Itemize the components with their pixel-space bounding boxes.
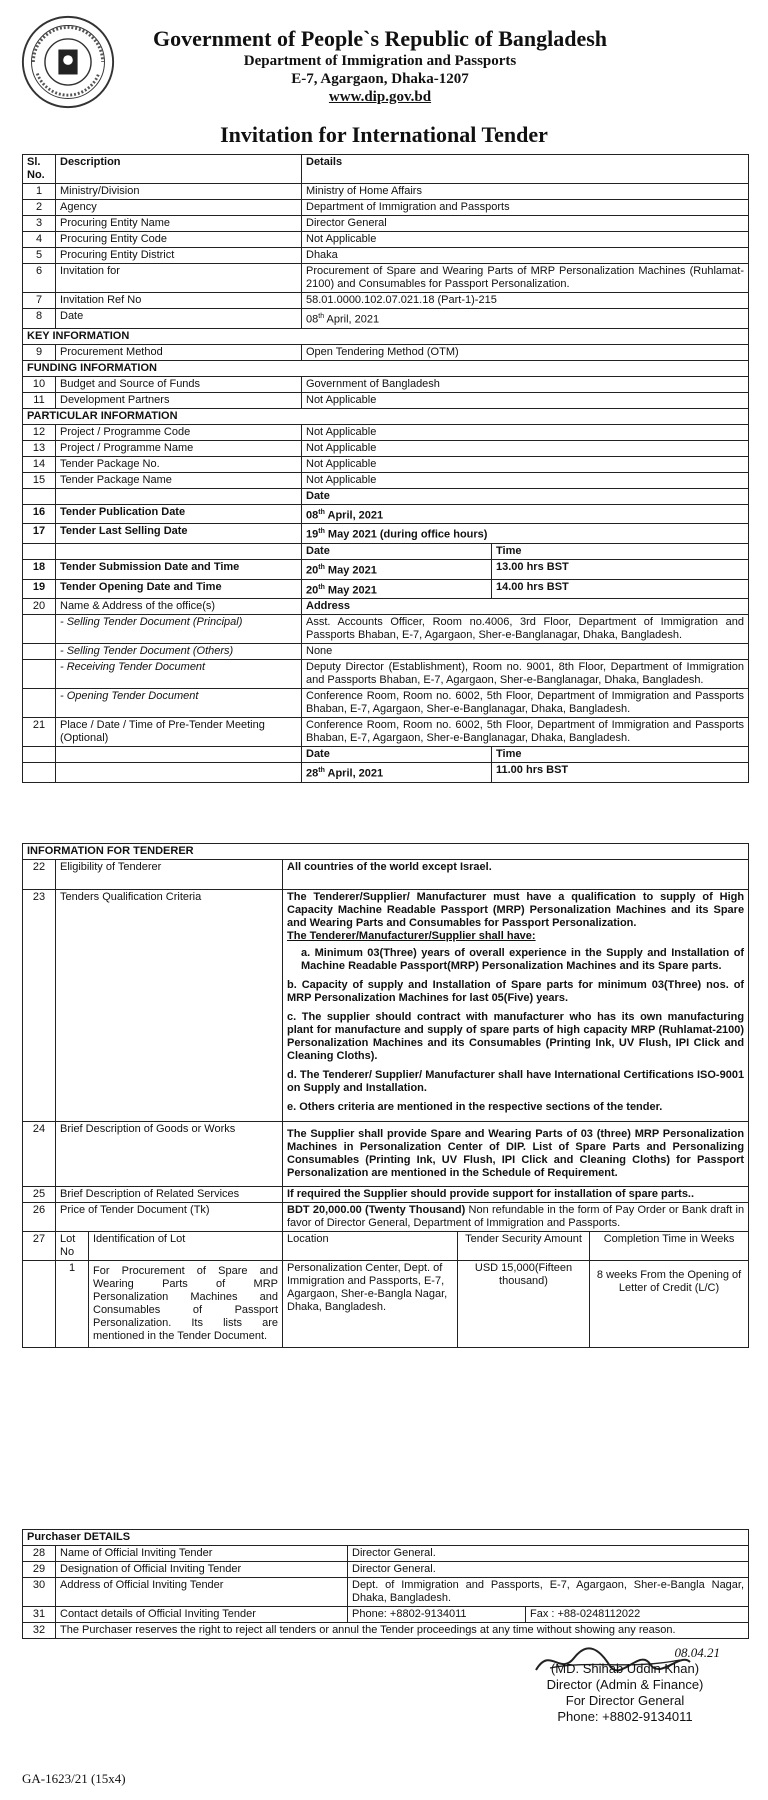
row-description: Tender Opening Date and Time bbox=[56, 579, 302, 599]
row-number: 22 bbox=[23, 860, 56, 890]
table-row bbox=[23, 1203, 749, 1232]
section-particular-information: PARTICULAR INFORMATION bbox=[23, 408, 749, 424]
signatory-name: (MD. Shihab Uddin Khan) bbox=[550, 1661, 700, 1676]
row-description: Agency bbox=[56, 200, 302, 216]
date-day: 19 bbox=[306, 528, 319, 541]
contact-fax: Fax : +88-0248112022 bbox=[526, 1607, 749, 1623]
row-value: Not Applicable bbox=[302, 440, 749, 456]
table-row bbox=[23, 309, 749, 329]
row-number: 4 bbox=[23, 232, 56, 248]
date-day: 20 bbox=[306, 564, 319, 577]
table-row bbox=[23, 504, 749, 524]
row-value: If required the Supplier should provide support for installation of spare parts.. bbox=[283, 1187, 749, 1203]
row-description: Project / Programme Code bbox=[56, 424, 302, 440]
time-subheader: Time bbox=[492, 543, 749, 559]
signature-block bbox=[520, 1645, 730, 1725]
row-value: Not Applicable bbox=[302, 424, 749, 440]
row-description: Budget and Source of Funds bbox=[56, 376, 302, 392]
row-number: 7 bbox=[23, 293, 56, 309]
table-row bbox=[23, 293, 749, 309]
row-value: Conference Room, Room no. 6002, 5th Floor, Department of Immigration and Passports Bhaban, E-7, Agargaon, Sher-e-Banglanagar, Dhaka, Bangladesh. bbox=[302, 689, 749, 718]
office-opening: - Opening Tender Document bbox=[56, 689, 302, 718]
row-description: Address of Official Inviting Tender bbox=[56, 1578, 348, 1607]
table-row bbox=[23, 1607, 749, 1623]
row-date bbox=[302, 763, 492, 783]
row-number: 25 bbox=[23, 1187, 56, 1203]
row-value: Deputy Director (Establishment), Room no. 9001, 8th Floor, Department of Immigration and Passports Bhaban, E-7, Agargaon, Sher-e-Banglanagar, Dhaka, Bangladesh. bbox=[302, 660, 749, 689]
row-description: Invitation Ref No bbox=[56, 293, 302, 309]
row-number: 26 bbox=[23, 1203, 56, 1232]
col-identification-of-lot: Identification of Lot bbox=[89, 1232, 283, 1261]
row-description: Eligibility of Tenderer bbox=[56, 860, 283, 890]
row-description: Tender Publication Date bbox=[56, 504, 302, 524]
row-description: Brief Description of Goods or Works bbox=[56, 1122, 283, 1187]
date-rest: May 2021 (during office hours) bbox=[324, 528, 488, 541]
row-value: All countries of the world except Israel. bbox=[283, 860, 749, 890]
row-number: 9 bbox=[23, 344, 56, 360]
row-number: 21 bbox=[23, 718, 56, 747]
tender-details-table bbox=[22, 154, 749, 783]
row-number: 32 bbox=[23, 1623, 56, 1639]
table-row bbox=[23, 344, 749, 360]
footer-code: GA-1623/21 (15x4) bbox=[22, 1771, 126, 1786]
criteria-d: d. The Tenderer/ Supplier/ Manufacturer shall have International Certifications ISO-9001 on Supply and Installation. bbox=[287, 1069, 745, 1094]
row-value: Not Applicable bbox=[302, 232, 749, 248]
row-number: 2 bbox=[23, 200, 56, 216]
row-value: Conference Room, Room no. 6002, 5th Floor, Department of Immigration and Passports Bhaban, E-7, Agargaon, Sher-e-Banglanagar, Dhaka, Bangladesh. bbox=[302, 718, 749, 747]
table-row bbox=[23, 264, 749, 293]
row-value: Procurement of Spare and Wearing Parts of MRP Personalization Machines (Ruhlamat- 2100) and Consumables for Passport Personalization. bbox=[302, 264, 749, 293]
criteria-c: c. The supplier should contract with manufacturer who has its own manufacturing plant for manufacture and supply of spare parts of high capacity MRP (Ruhlamat-2100) Personalization Machines and its Consumables (Printing Ink, UV Flush, IPI Click and Cleaning Cloths). bbox=[287, 1011, 745, 1062]
row-number: 5 bbox=[23, 248, 56, 264]
row-value bbox=[283, 1203, 749, 1232]
address-subheader: Address bbox=[302, 599, 749, 615]
lot-header-row bbox=[23, 1232, 749, 1261]
row-number: 8 bbox=[23, 309, 56, 329]
table-row bbox=[23, 1578, 749, 1607]
signatory-title: Director (Admin & Finance) bbox=[546, 1677, 704, 1692]
date-day: 08 bbox=[306, 313, 319, 326]
government-seal-logo bbox=[20, 14, 116, 110]
table-row bbox=[23, 1187, 749, 1203]
date-rest: April, 2021 bbox=[324, 509, 384, 522]
row-value: Dept. of Immigration and Passports, E-7, Agargaon, Sher-e-Bangla Nagar, Dhaka, Bangladesh. bbox=[348, 1578, 749, 1607]
row-date bbox=[302, 579, 492, 599]
date-rest: April, 2021 bbox=[324, 767, 384, 780]
col-description: Description bbox=[56, 155, 302, 184]
row-number: 28 bbox=[23, 1546, 56, 1562]
row-number: 20 bbox=[23, 599, 56, 615]
row-description: Date bbox=[56, 309, 302, 329]
row-value: The Purchaser reserves the right to reject all tenders or annul the Tender proceedings at any time without showing any reason. bbox=[56, 1623, 749, 1639]
row-description: Project / Programme Name bbox=[56, 440, 302, 456]
letterhead bbox=[120, 26, 640, 106]
row-number: 6 bbox=[23, 264, 56, 293]
date-day: 28 bbox=[306, 767, 319, 780]
row-value: Director General bbox=[302, 216, 749, 232]
time-subheader: Time bbox=[492, 747, 749, 763]
row-description: Development Partners bbox=[56, 392, 302, 408]
date-rest: May 2021 bbox=[324, 584, 377, 597]
purchaser-details-table bbox=[22, 1529, 749, 1639]
row-value: Dhaka bbox=[302, 248, 749, 264]
table-row bbox=[23, 660, 749, 689]
row-value: The Supplier shall provide Spare and Wearing Parts of 03 (three) MRP Personalization Machines in Personalization Center of DIP. List of Spare Parts and Personalizing Consumables (Printing Ink, UV Flush, IPI Click and Cleaning Cloths) for Passport Personalization are mentioned in the Schedule of Requirement. bbox=[283, 1122, 749, 1187]
contact-phone: Phone: +8802-9134011 bbox=[348, 1607, 526, 1623]
row-number: 12 bbox=[23, 424, 56, 440]
date-day: 08 bbox=[306, 509, 319, 522]
lot-number: 1 bbox=[56, 1261, 89, 1348]
signatory-phone: Phone: +8802-9134011 bbox=[557, 1709, 693, 1724]
lot-security-amount: USD 15,000(Fifteen thousand) bbox=[458, 1261, 590, 1348]
row-number: 16 bbox=[23, 504, 56, 524]
table-row bbox=[23, 599, 749, 615]
table-row bbox=[23, 200, 749, 216]
table-row bbox=[23, 1122, 749, 1187]
criteria-shall-have: The Tenderer/Manufacturer/Supplier shall have: bbox=[287, 930, 536, 942]
section-header bbox=[23, 360, 749, 376]
section-header bbox=[23, 1530, 749, 1546]
row-value: None bbox=[302, 644, 749, 660]
row-number: 11 bbox=[23, 392, 56, 408]
row-number: 17 bbox=[23, 524, 56, 544]
row-value: Open Tendering Method (OTM) bbox=[302, 344, 749, 360]
row-number: 13 bbox=[23, 440, 56, 456]
table-row bbox=[23, 689, 749, 718]
government-name: Government of People`s Republic of Bangladesh bbox=[152, 26, 608, 51]
row-description: Name & Address of the office(s) bbox=[56, 599, 302, 615]
date-suffix: th bbox=[318, 508, 325, 516]
criteria-b: b. Capacity of supply and Installation of Spare parts for minimum 03(Three) nos. of MRP Personalization Machines for last 05(Five) years. bbox=[287, 979, 745, 1004]
office-receiving: - Receiving Tender Document bbox=[56, 660, 302, 689]
row-value bbox=[302, 504, 749, 524]
row-time: 14.00 hrs BST bbox=[492, 579, 749, 599]
row-value bbox=[302, 524, 749, 544]
row-number: 10 bbox=[23, 376, 56, 392]
row-value: Government of Bangladesh bbox=[302, 376, 749, 392]
row-number: 23 bbox=[23, 890, 56, 1122]
row-value: Not Applicable bbox=[302, 392, 749, 408]
row-description: Tender Last Selling Date bbox=[56, 524, 302, 544]
row-number: 19 bbox=[23, 579, 56, 599]
row-description: Designation of Official Inviting Tender bbox=[56, 1562, 348, 1578]
row-description: Procuring Entity Name bbox=[56, 216, 302, 232]
department-address: E-7, Agargaon, Dhaka-1207 bbox=[291, 71, 469, 87]
row-value: Not Applicable bbox=[302, 456, 749, 472]
row-time: 13.00 hrs BST bbox=[492, 559, 749, 579]
row-description: Ministry/Division bbox=[56, 184, 302, 200]
row-time: 11.00 hrs BST bbox=[492, 763, 749, 783]
date-rest: May 2021 bbox=[324, 564, 377, 577]
table-row bbox=[23, 392, 749, 408]
department-name: Department of Immigration and Passports bbox=[243, 53, 517, 69]
col-details: Details bbox=[302, 155, 749, 184]
table-row bbox=[23, 543, 749, 559]
date-suffix: th bbox=[318, 528, 325, 536]
table-row bbox=[23, 456, 749, 472]
website-link[interactable]: www.dip.gov.bd bbox=[328, 89, 432, 105]
criteria-intro: The Tenderer/Supplier/ Manufacturer must have a qualification to supply of High Capacity Machine Readable Passport (MRP) Personalization Machines and its Spare and Wearing Parts and Consumables for Passport Personalization. bbox=[287, 891, 745, 929]
row-description: Brief Description of Related Services bbox=[56, 1187, 283, 1203]
section-header bbox=[23, 328, 749, 344]
table-row bbox=[23, 860, 749, 890]
table-row bbox=[23, 440, 749, 456]
table-row bbox=[23, 376, 749, 392]
row-description: Price of Tender Document (Tk) bbox=[56, 1203, 283, 1232]
office-selling-principal: - Selling Tender Document (Principal) bbox=[56, 615, 302, 644]
table-row bbox=[23, 890, 749, 1122]
row-number: 1 bbox=[23, 184, 56, 200]
row-description: Place / Date / Time of Pre-Tender Meeting (Optional) bbox=[56, 718, 302, 747]
document-title: Invitation for International Tender bbox=[220, 122, 548, 147]
row-number: 3 bbox=[23, 216, 56, 232]
row-description: Procuring Entity Code bbox=[56, 232, 302, 248]
table-row bbox=[23, 718, 749, 747]
section-header bbox=[23, 844, 749, 860]
row-value: Director General. bbox=[348, 1546, 749, 1562]
row-description: Procuring Entity District bbox=[56, 248, 302, 264]
section-key-information: KEY INFORMATION bbox=[23, 328, 749, 344]
table-row bbox=[23, 184, 749, 200]
tender-price: BDT 20,000.00 (Twenty Thousand) bbox=[287, 1204, 466, 1216]
row-value: Director General. bbox=[348, 1562, 749, 1578]
row-number: 18 bbox=[23, 559, 56, 579]
row-number: 30 bbox=[23, 1578, 56, 1607]
row-value: 58.01.0000.102.07.021.18 (Part-1)-215 bbox=[302, 293, 749, 309]
section-header bbox=[23, 408, 749, 424]
lot-completion-time: 8 weeks From the Opening of Letter of Credit (L/C) bbox=[590, 1261, 749, 1348]
date-subheader: Date bbox=[302, 543, 492, 559]
table-row bbox=[23, 524, 749, 544]
col-location: Location bbox=[283, 1232, 458, 1261]
row-number: 15 bbox=[23, 472, 56, 488]
table-row bbox=[23, 424, 749, 440]
date-rest: April, 2021 bbox=[324, 313, 380, 326]
row-value: Department of Immigration and Passports bbox=[302, 200, 749, 216]
lot-location: Personalization Center, Dept. of Immigration and Passports, E-7, Agargaon, Sher-e-Bangla Nagar, Dhaka, Bangladesh. bbox=[283, 1261, 458, 1348]
row-value: Not Applicable bbox=[302, 472, 749, 488]
signatory-for: For Director General bbox=[565, 1693, 685, 1708]
row-number: 24 bbox=[23, 1122, 56, 1187]
table-row bbox=[23, 763, 749, 783]
table-row bbox=[23, 1623, 749, 1639]
criteria-e: e. Others criteria are mentioned in the respective sections of the tender. bbox=[287, 1101, 663, 1113]
qualification-criteria bbox=[283, 890, 749, 1122]
date-subheader: Date bbox=[302, 488, 749, 504]
section-funding-information: FUNDING INFORMATION bbox=[23, 360, 749, 376]
col-completion-time: Completion Time in Weeks bbox=[590, 1232, 749, 1261]
row-description: Invitation for bbox=[56, 264, 302, 293]
table-row bbox=[23, 615, 749, 644]
date-subheader: Date bbox=[302, 747, 492, 763]
row-value: Ministry of Home Affairs bbox=[302, 184, 749, 200]
signature-date: 08.04.21 bbox=[674, 1645, 720, 1660]
table-header-row bbox=[23, 155, 749, 184]
row-description: Contact details of Official Inviting Tender bbox=[56, 1607, 348, 1623]
tenderer-info-table bbox=[22, 843, 749, 1348]
date-suffix: th bbox=[318, 767, 325, 775]
row-description: Procurement Method bbox=[56, 344, 302, 360]
table-row bbox=[23, 216, 749, 232]
table-row bbox=[23, 579, 749, 599]
lot-identification: For Procurement of Spare and Wearing Parts of MRP Personalization Machines and Consumables of Passport Personalization. Its lists are mentioned in the Tender Document. bbox=[89, 1261, 283, 1348]
date-suffix: th bbox=[318, 313, 325, 320]
tender-price-terms: Non refundable in the form of Pay Order or Bank draft in favor of Director General, Department of Immigration and Passports. bbox=[287, 1204, 745, 1229]
table-row bbox=[23, 232, 749, 248]
table-row bbox=[23, 1562, 749, 1578]
row-value bbox=[302, 309, 749, 329]
table-row bbox=[23, 1546, 749, 1562]
row-number: 14 bbox=[23, 456, 56, 472]
row-description: Tender Submission Date and Time bbox=[56, 559, 302, 579]
row-description: Tender Package No. bbox=[56, 456, 302, 472]
row-date bbox=[302, 559, 492, 579]
row-value: Asst. Accounts Officer, Room no.4006, 3rd Floor, Department of Immigration and Passports Bhaban, E-7, Agargaon, Sher-e-Banglanagar, Dhaka, Bangladesh. bbox=[302, 615, 749, 644]
date-suffix: th bbox=[318, 563, 325, 571]
lot-row bbox=[23, 1261, 749, 1348]
row-description: Tenders Qualification Criteria bbox=[56, 890, 283, 1122]
col-lot-no: Lot No bbox=[56, 1232, 89, 1261]
section-information-for-tenderer: INFORMATION FOR TENDERER bbox=[23, 844, 749, 860]
section-purchaser-details: Purchaser DETAILS bbox=[23, 1530, 749, 1546]
table-row bbox=[23, 488, 749, 504]
table-row bbox=[23, 644, 749, 660]
date-suffix: th bbox=[318, 583, 325, 591]
row-description: Tender Package Name bbox=[56, 472, 302, 488]
table-row bbox=[23, 472, 749, 488]
row-description: Name of Official Inviting Tender bbox=[56, 1546, 348, 1562]
col-tender-security: Tender Security Amount bbox=[458, 1232, 590, 1261]
col-sl: Sl. No. bbox=[23, 155, 56, 184]
row-number: 29 bbox=[23, 1562, 56, 1578]
row-number: 27 bbox=[23, 1232, 56, 1261]
table-row bbox=[23, 747, 749, 763]
date-day: 20 bbox=[306, 584, 319, 597]
table-row bbox=[23, 248, 749, 264]
table-row bbox=[23, 559, 749, 579]
row-number: 31 bbox=[23, 1607, 56, 1623]
office-selling-others: - Selling Tender Document (Others) bbox=[56, 644, 302, 660]
criteria-a: a. Minimum 03(Three) years of overall experience in the Supply and Installation of Machine Readable Passport(MRP) Personalization Machines and its Spare parts. bbox=[301, 947, 745, 972]
